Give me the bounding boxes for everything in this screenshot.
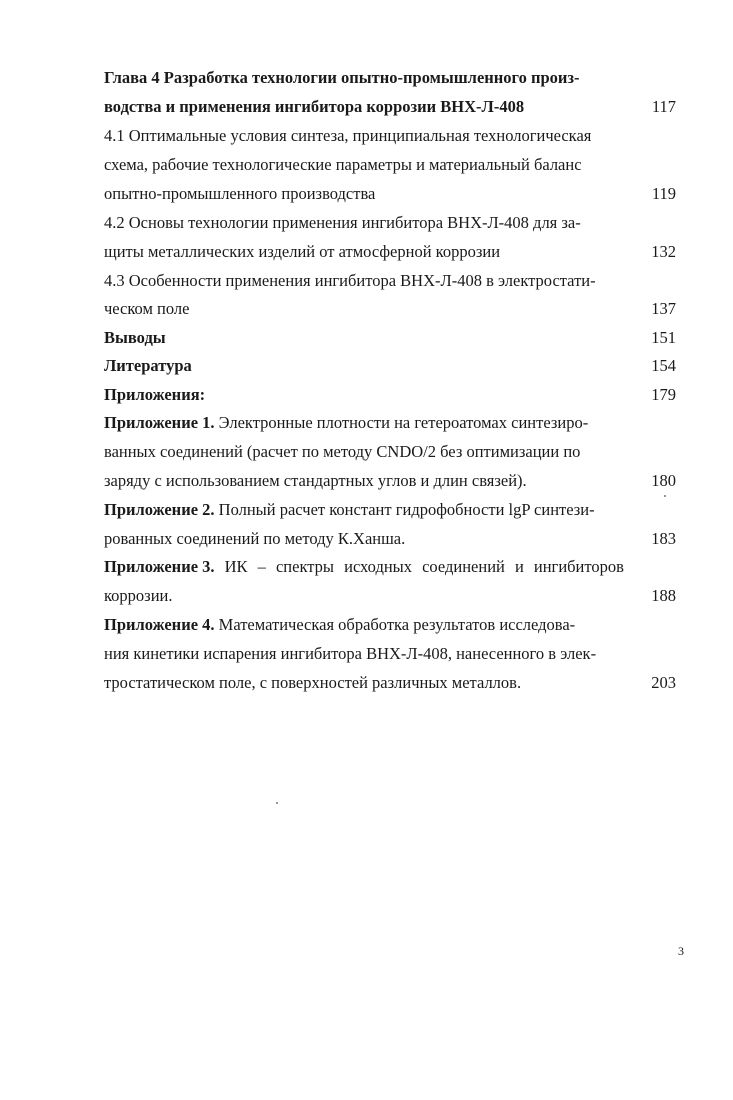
toc-app1-line2: ванных соединений (расчет по методу CNDO/2 без оптимизации по xyxy=(104,442,581,461)
toc-app4-line2: ния кинетики испарения ингибитора ВНХ-Л-408, нанесенного в элек- xyxy=(104,644,597,663)
toc-appendices: Приложения: xyxy=(104,385,206,404)
toc-app1-page: 180 xyxy=(651,471,676,490)
toc-s42-page: 132 xyxy=(651,242,676,261)
toc-app2-text1: Полный расчет констант гидрофобности lgP синтези- xyxy=(214,500,595,519)
toc-literature: Литература xyxy=(104,356,192,375)
toc-app2-line1 xyxy=(104,500,595,520)
toc-conclusions: Выводы xyxy=(104,328,166,347)
toc-app2-label: Приложение 2. xyxy=(104,500,215,519)
toc-app3-word6: и xyxy=(514,557,524,576)
toc-appendices-page: 179 xyxy=(651,385,676,404)
toc-app1-text1: Электронные плотности на гетероатомах синтезиро- xyxy=(214,413,589,432)
toc-app3-page: 188 xyxy=(651,586,676,605)
scan-speck xyxy=(276,802,278,804)
toc-s42-line2: щиты металлических изделий от атмосферной коррозии xyxy=(104,242,501,261)
toc-app1-label: Приложение 1. xyxy=(104,413,215,432)
toc-app4-page: 203 xyxy=(651,673,676,692)
toc-literature-page: 154 xyxy=(651,356,676,375)
toc-s43-page: 137 xyxy=(651,299,676,318)
toc-s41-page: 119 xyxy=(651,184,676,203)
toc-app1-line1 xyxy=(104,413,588,433)
toc-app4-line1 xyxy=(104,615,575,635)
toc-s43-line2: ческом поле xyxy=(104,299,190,318)
toc-ch4-line1: Глава 4 Разработка технологии опытно-промышленного произ- xyxy=(104,68,580,87)
toc-ch4-line2: водства и применения ингибитора коррозии ВНХ-Л-408 xyxy=(104,97,525,116)
toc-s42-line1: 4.2 Основы технологии применения ингибитора ВНХ-Л-408 для за- xyxy=(104,213,581,232)
toc-app1-line3: заряду с использованием стандартных углов и длин связей). xyxy=(104,471,527,490)
toc-s43-line1: 4.3 Особенности применения ингибитора ВНХ-Л-408 в электростати- xyxy=(104,271,596,290)
toc-s41-line3: опытно-промышленного производства xyxy=(104,184,376,203)
toc-s41-line2: схема, рабочие технологические параметры и материальный баланс xyxy=(104,155,582,174)
toc-app3-line1 xyxy=(104,557,624,577)
toc-app4-label: Приложение 4. xyxy=(104,615,215,634)
toc-ch4-page: 117 xyxy=(651,97,676,116)
toc-app3-label: Приложение 3. xyxy=(104,557,215,576)
toc-app4-text1: Математическая обработка результатов исследова- xyxy=(214,615,576,634)
toc-app3-word2: – xyxy=(257,557,266,576)
toc-app3-word4: исходных xyxy=(344,557,413,576)
toc-s41-line1: 4.1 Оптимальные условия синтеза, принципиальная технологическая xyxy=(104,126,592,145)
toc-app3-word1: ИК xyxy=(224,557,248,576)
toc-app4-line3: тростатическом поле, с поверхностей различных металлов. xyxy=(104,673,522,692)
sheet-number: 3 xyxy=(678,944,684,958)
toc-app2-page: 183 xyxy=(651,529,676,548)
toc-app2-line2: рованных соединений по методу К.Ханша. xyxy=(104,529,406,548)
toc-conclusions-page: 151 xyxy=(651,328,676,347)
toc-app3-word5: соединений xyxy=(422,557,505,576)
toc-app3-line2: коррозии. xyxy=(104,586,173,605)
toc-app3-word3: спектры xyxy=(275,557,335,576)
scan-speck xyxy=(664,495,666,497)
toc-app3-word7: ингибиторов xyxy=(533,557,624,576)
